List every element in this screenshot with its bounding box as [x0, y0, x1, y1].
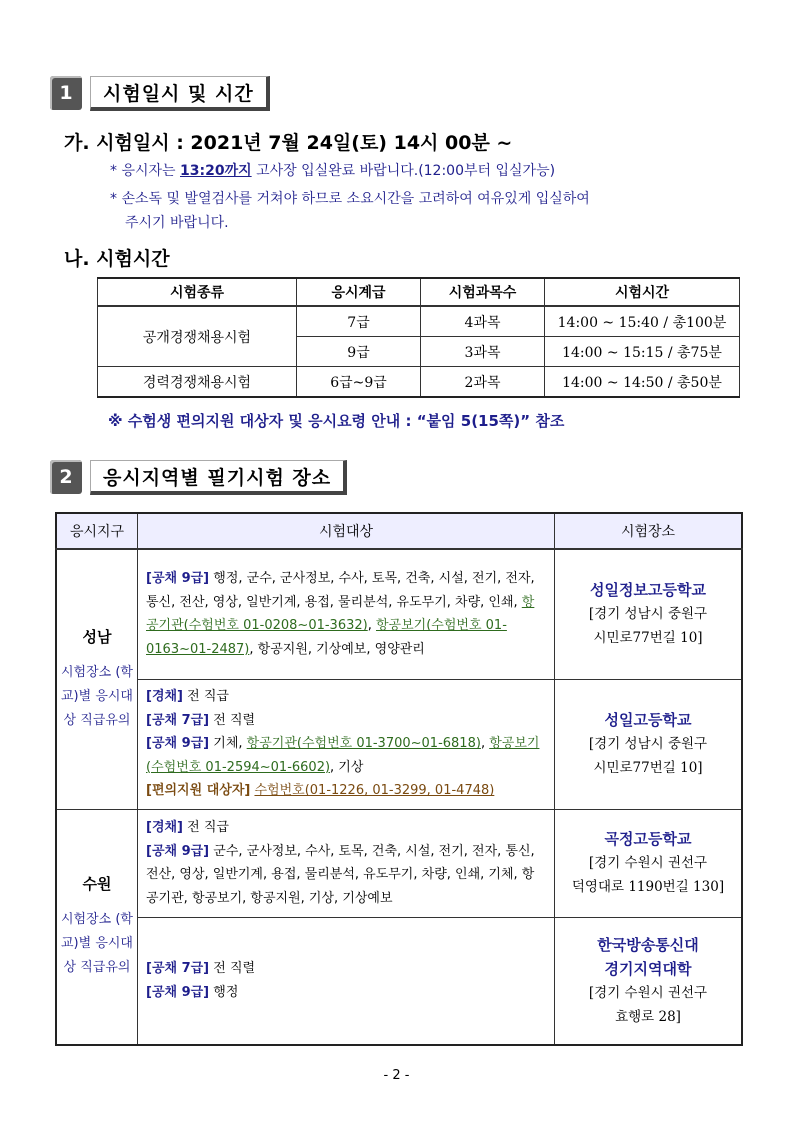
region-seongnam: [56, 549, 138, 809]
school-address: [경기 수원시 권선구: [588, 855, 708, 871]
school-address: 시민로77번길 10]: [593, 760, 703, 776]
table-row: [56, 549, 742, 679]
sanitize-note: * 손소독 및 발열검사를 거쳐야 하므로 소요시간을 고려하여 여유있게 입실하여: [110, 191, 590, 207]
school-address: 시민로77번길 10]: [593, 630, 703, 647]
col-header: 응시지구: [56, 513, 138, 549]
exam-target: [공채 9급] 행정, 군수, 군사정보, 수사, 토목, 건축, 시설, 전기, 전자, 통신, 전산, 영상, 일반기계, 용접, 물리분석, 유도무기, 차량, 인쇄, 항공기관(수험번호 01-0208~01-3632), 항공보기(수험번호 01-0163~01-2487), 항공지원, 기상예보, 영양관리: [138, 549, 555, 679]
exam-place: [555, 809, 743, 917]
school-name: 한국방송통신대: [597, 935, 699, 954]
col-header: 시험장소: [555, 513, 743, 549]
exam-time-heading: 나. 시험시간: [64, 248, 170, 270]
grade: 9급: [297, 337, 421, 367]
exam-place: [555, 679, 743, 809]
table-row: [98, 306, 740, 337]
section-number: 2: [50, 460, 82, 494]
section-title: 응시지역별 필기시험 장소: [90, 460, 347, 495]
region-name: 성남: [82, 627, 112, 646]
school-address: [경기 성남시 중원구: [588, 736, 708, 752]
subjects: 4과목: [421, 306, 545, 337]
exam-location-table: [55, 512, 743, 1046]
section-title: 시험일시 및 시간: [90, 76, 270, 111]
sanitize-note-cont: 주시기 바랍니다.: [125, 215, 229, 231]
exam-place: [555, 549, 743, 679]
duration: 14:00 ~ 15:40 / 총100분: [545, 306, 740, 337]
section-number: 1: [50, 76, 82, 110]
school-address: [경기 성남시 중원구: [588, 606, 708, 623]
school-address: 덕영대로 1190번길 130]: [571, 879, 725, 895]
duration: 14:00 ~ 15:15 / 총75분: [545, 337, 740, 367]
exam-type: 경력경쟁채용시험: [98, 367, 297, 398]
exam-time-table: [97, 277, 740, 398]
table-header-row: [98, 278, 740, 306]
school-name: 성일고등학교: [604, 711, 692, 729]
subjects: 3과목: [421, 337, 545, 367]
table-row: [56, 917, 742, 1045]
exam-type: 공개경쟁채용시험: [98, 306, 297, 367]
page-number: - 2 -: [383, 1068, 410, 1083]
school-name: 곡정고등학교: [604, 830, 692, 848]
school-name: 성일정보고등학교: [590, 581, 706, 600]
table-header-row: [56, 513, 742, 549]
region-suwon: [56, 809, 138, 1045]
region-name: 수원: [82, 875, 112, 894]
grade: 6급~9급: [297, 367, 421, 398]
duration: 14:00 ~ 14:50 / 총50분: [545, 367, 740, 398]
exam-target: [경채] 전 직급 [공채 9급] 군수, 군사정보, 수사, 토목, 건축, 시설, 전기, 전자, 통신, 전산, 영상, 일반기계, 용접, 물리분석, 유도무기, 차량, 인쇄, 기체, 항공기관, 항공보기, 항공지원, 기상, 기상예보: [138, 809, 555, 917]
col-header: 응시계급: [297, 278, 421, 306]
exam-date-heading: 가. 시험일시 : 2021년 7월 24일(토) 14시 00분 ~: [64, 132, 513, 154]
school-address: 효행로 28]: [615, 1008, 681, 1025]
exam-place: [555, 917, 743, 1045]
exam-target: [공채 7급] 전 직렬 [공채 9급] 행정: [138, 917, 555, 1045]
table-row: [56, 679, 742, 809]
region-note: 시험장소 (학교)별 응시대상 직급유의: [61, 664, 133, 728]
school-name: 경기지역대학: [604, 959, 692, 978]
subjects: 2과목: [421, 367, 545, 398]
region-note: 시험장소 (학교)별 응시대상 직급유의: [61, 912, 133, 976]
school-address: [경기 수원시 권선구: [588, 984, 708, 1001]
col-header: 시험대상: [138, 513, 555, 549]
col-header: 시험과목수: [421, 278, 545, 306]
table-row: [56, 809, 742, 917]
arrival-time-highlight: 13:20까지: [180, 163, 252, 179]
col-header: 시험시간: [545, 278, 740, 306]
grade: 7급: [297, 306, 421, 337]
table-row: [98, 367, 740, 398]
exam-target: [경채] 전 직급 [공채 7급] 전 직렬 [공채 9급] 기체, 항공기관(수험번호 01-3700~01-6818), 항공보기(수험번호 01-2594~01-6602), 기상 [편의지원 대상자] 수험번호(01-1226, 01-3299, 01-4748): [138, 679, 555, 809]
col-header: 시험종류: [98, 278, 297, 306]
reference-note: ※ 수험생 편의지원 대상자 및 응시요령 안내 : “붙임 5(15쪽)” 참조: [108, 412, 565, 430]
arrival-note: * 응시자는 13:20까지 고사장 입실완료 바랍니다.(12:00부터 입실가능): [110, 163, 556, 179]
